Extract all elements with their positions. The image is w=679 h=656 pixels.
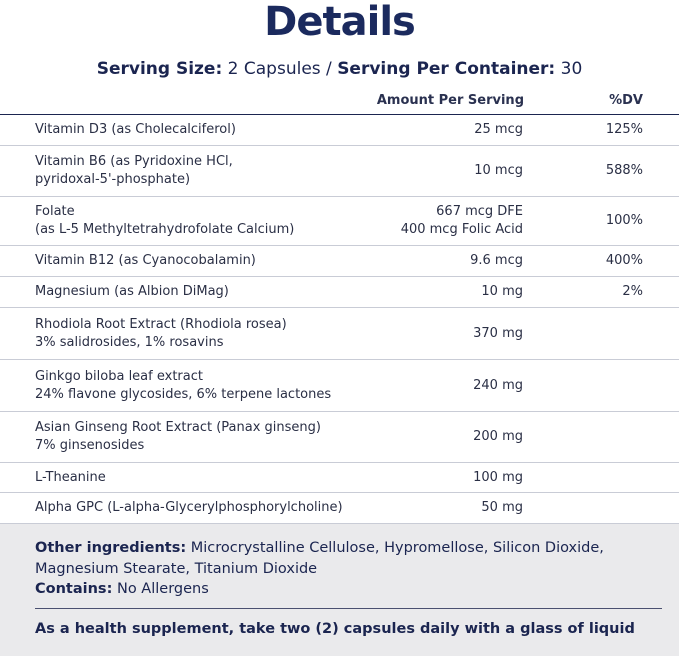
nutrient-name: [35, 499, 343, 517]
nutrient-name-line: 7% ginsenosides: [35, 438, 145, 453]
nutrient-name-line: L-Theanine: [35, 469, 106, 485]
table-row: [0, 246, 679, 277]
nutrient-amount: [473, 469, 523, 487]
dv-column-header: %DV: [609, 93, 643, 108]
nutrient-name-line: Vitamin B12 (as Cyanocobalamin): [35, 253, 256, 268]
nutrient-amount: [473, 325, 523, 343]
nutrient-name-line: Vitamin D3 (as Cholecalciferol): [35, 122, 236, 137]
nutrient-amount-line: 10 mcg: [474, 163, 523, 178]
nutrient-amount-line: 400 mcg Folic Acid: [400, 222, 523, 237]
nutrient-name: [35, 203, 294, 239]
nutrient-amount-line: 10 mg: [481, 284, 523, 299]
nutrient-name: [35, 252, 256, 270]
nutrient-amount-line: 667 mcg DFE: [436, 204, 523, 219]
nutrient-dv: 100%: [605, 213, 643, 228]
usage-instructions: As a health supplement, take two (2) capsules daily with a glass of liquid: [35, 621, 635, 637]
nutrient-name: [35, 469, 106, 487]
nutrient-amount: [473, 377, 523, 395]
amount-column-header: Amount Per Serving: [376, 93, 524, 108]
table-row: [0, 146, 679, 197]
servings-per-container-value: 30: [555, 59, 583, 79]
nutrient-amount: [474, 162, 523, 180]
nutrient-name-line: Alpha GPC (L-alpha-Glycerylphosphorylcholine): [35, 500, 343, 515]
nutrient-name: [35, 316, 287, 352]
nutrient-dv: 400%: [605, 253, 643, 268]
table-row: [0, 493, 679, 524]
contains-value: No Allergens: [112, 581, 209, 597]
nutrient-amount-line: 100 mg: [473, 469, 523, 485]
other-ingredients-label: Other ingredients:: [35, 540, 187, 556]
nutrient-amount: [473, 428, 523, 446]
page-title: Details: [264, 0, 415, 45]
nutrient-name: [35, 153, 233, 189]
contains-label: Contains:: [35, 581, 113, 597]
nutrient-amount: [401, 203, 523, 239]
nutrient-dv: 2%: [622, 284, 643, 299]
table-row: [0, 360, 679, 412]
nutrient-amount-line: 240 mg: [473, 377, 523, 393]
serving-size-label: Serving Size:: [96, 59, 223, 79]
nutrient-name-line: Ginkgo biloba leaf extract: [35, 368, 203, 384]
nutrient-name-line: Rhodiola Root Extract (Rhodiola rosea): [35, 316, 287, 332]
nutrient-amount: [481, 499, 523, 517]
nutrient-amount-line: 200 mg: [473, 429, 523, 444]
footer-divider: [35, 608, 662, 609]
nutrient-name-line: pyridoxal-5'-phosphate): [35, 172, 191, 187]
nutrient-name-line: 3% salidrosides, 1% rosavins: [35, 334, 224, 350]
nutrient-amount: [474, 121, 523, 139]
servings-per-container-label: Serving Per Container:: [337, 59, 556, 79]
nutrient-name-line: Magnesium (as Albion DiMag): [35, 284, 229, 299]
nutrient-amount-line: 370 mg: [473, 325, 523, 341]
nutrient-amount: [470, 252, 523, 270]
nutrient-dv: 125%: [605, 122, 643, 137]
table-row: [0, 463, 679, 493]
nutrient-name: [35, 283, 229, 301]
nutrient-amount-line: 25 mcg: [474, 122, 523, 137]
nutrient-amount-line: 50 mg: [481, 500, 523, 515]
nutrient-name: [35, 419, 321, 455]
nutrient-dv: 588%: [605, 163, 643, 178]
table-row: [0, 277, 679, 308]
other-ingredients-value: Microcrystalline Cellulose, Hypromellose, Silicon Dioxide, Magnesium Stearate, Titanium Dioxide: [35, 540, 604, 577]
nutrient-name-line: (as L-5 Methyltetrahydrofolate Calcium): [35, 222, 295, 237]
nutrient-name-line: 24% flavone glycosides, 6% terpene lactones: [35, 386, 332, 402]
nutrient-amount: [481, 283, 523, 301]
nutrient-name-line: Asian Ginseng Root Extract (Panax ginseng): [35, 420, 321, 435]
serving-size-value: 2 Capsules /: [222, 59, 338, 79]
table-row: [0, 115, 679, 146]
table-row: [0, 412, 679, 463]
nutrient-amount-line: 9.6 mcg: [470, 253, 523, 268]
nutrient-name-line: Vitamin B6 (as Pyridoxine HCl,: [35, 154, 233, 169]
nutrient-name: [35, 368, 331, 404]
nutrient-name-line: Folate: [35, 204, 75, 219]
table-row: [0, 308, 679, 360]
table-row: [0, 197, 679, 246]
serving-info: [0, 58, 679, 80]
nutrient-name: [35, 121, 236, 139]
other-ingredients: [35, 538, 645, 600]
footer-panel: [0, 524, 679, 656]
